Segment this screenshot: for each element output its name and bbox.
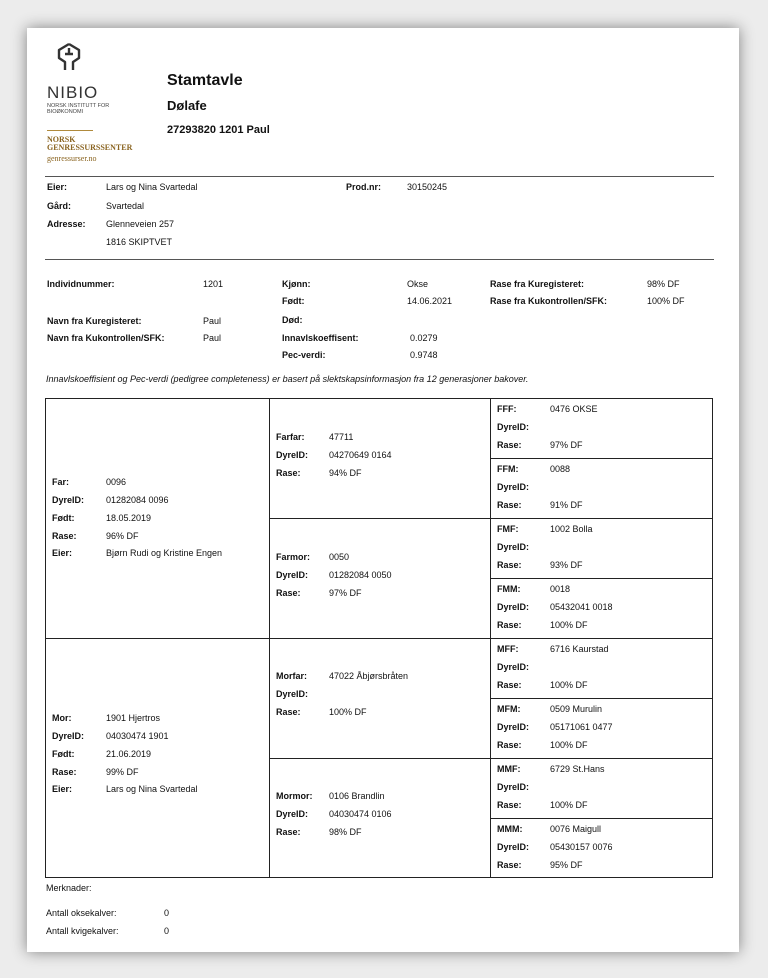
great-grandparent-cell-mmf [491, 759, 712, 818]
dam-breed: 99% DF [106, 767, 139, 777]
name-sfk-label: Navn fra Kukontrollen/SFK: [47, 333, 165, 343]
maternal-grandsire-cell [270, 639, 490, 758]
fmm-name-label: FMM: [497, 584, 521, 594]
sire-id: 01282084 0096 [106, 495, 169, 505]
mmf-breed-label: Rase: [497, 800, 522, 810]
mormor-name: 0106 Brandlin [329, 791, 385, 801]
mff-breed: 100% DF [550, 680, 588, 690]
paternal-grandsire-cell [270, 399, 490, 518]
sire-owner-label: Eier: [52, 548, 73, 558]
dam-id-label: DyreID: [52, 731, 85, 741]
mmm-id-label: DyreID: [497, 842, 530, 852]
bull-calves-label: Antall oksekalver: [46, 908, 117, 918]
prodnr-value: 30150245 [407, 182, 448, 192]
farmor-id: 01282084 0050 [329, 570, 392, 580]
great-grandparent-cell-mmm [491, 819, 712, 877]
fmm-breed-label: Rase: [497, 620, 522, 630]
dam-id: 04030474 1901 [106, 731, 169, 741]
sire-breed-label: Rase: [52, 531, 77, 541]
fff-breed-label: Rase: [497, 440, 522, 450]
dam-born-label: Født: [52, 749, 75, 759]
fff-name: 0476 OKSE [550, 404, 598, 414]
breed-sfk-label: Rase fra Kukontrollen/SFK: [490, 296, 608, 306]
inbreeding-value: 0.0279 [410, 333, 438, 343]
born-label: Født: [282, 296, 305, 306]
sire-owner: Bjørn Rudi og Kristine Engen [106, 548, 223, 558]
mmf-id-label: DyreID: [497, 782, 530, 792]
mmf-breed: 100% DF [550, 800, 588, 810]
logo-subtitle: NORSK INSTITUTT FOR BIOØKONOMI [47, 103, 110, 115]
dam-owner-label: Eier: [52, 784, 73, 794]
farmor-name: 0050 [329, 552, 350, 562]
genressurssenter-logo: NORSK GENRESSURSSENTER [47, 135, 133, 152]
fff-name-label: FFF: [497, 404, 517, 414]
fmm-id: 05432041 0018 [550, 602, 613, 612]
fmm-id-label: DyreID: [497, 602, 530, 612]
inbreeding-label: Innavlskoeffisent: [282, 333, 359, 343]
farfar-name-label: Farfar: [276, 432, 305, 442]
divider [45, 259, 714, 260]
individnummer-value: 1201 [203, 279, 224, 289]
owner-value: Lars og Nina Svartedal [106, 182, 198, 192]
pedigree-document [27, 28, 739, 952]
sire-name: 0096 [106, 477, 127, 487]
divider [45, 176, 714, 177]
mfm-breed-label: Rase: [497, 740, 522, 750]
ffm-id-label: DyreID: [497, 482, 530, 492]
dam-name: 1901 Hjertros [106, 713, 161, 723]
genressurser-url: genressurser.no [47, 154, 97, 163]
morfar-id-label: DyreID: [276, 689, 309, 699]
farmor-breed: 97% DF [329, 588, 362, 598]
paternal-granddam-cell [270, 519, 490, 638]
sire-cell [46, 399, 269, 638]
mormor-id-label: DyreID: [276, 809, 309, 819]
sex-value: Okse [407, 279, 429, 289]
mff-name-label: MFF: [497, 644, 519, 654]
logo-name: NIBIO [47, 83, 99, 102]
dam-name-label: Mor: [52, 713, 72, 723]
mfm-name: 0509 Murulin [550, 704, 603, 714]
sex-label: Kjønn: [282, 279, 311, 289]
great-grandparent-cell-fmf [491, 519, 712, 578]
mfm-breed: 100% DF [550, 740, 588, 750]
address-label: Adresse: [47, 219, 86, 229]
farm-label: Gård: [47, 201, 72, 211]
mfm-id-label: DyreID: [497, 722, 530, 732]
fmm-breed: 100% DF [550, 620, 588, 630]
mmm-breed: 95% DF [550, 860, 583, 870]
farfar-breed: 94% DF [329, 468, 362, 478]
mmm-breed-label: Rase: [497, 860, 522, 870]
bull-calves-value: 0 [164, 908, 170, 918]
ffm-name-label: FFM: [497, 464, 519, 474]
sire-born: 18.05.2019 [106, 513, 152, 523]
fmf-id-label: DyreID: [497, 542, 530, 552]
farmor-name-label: Farmor: [276, 552, 311, 562]
mmf-name-label: MMF: [497, 764, 521, 774]
farmor-id-label: DyreID: [276, 570, 309, 580]
farm-value: Svartedal [106, 201, 145, 211]
pec-value: 0.9748 [410, 350, 438, 360]
farfar-id: 04270649 0164 [329, 450, 392, 460]
death-label: Død: [282, 315, 303, 325]
great-grandparent-cell-fmm [491, 579, 712, 638]
breed-sfk-value: 100% DF [647, 296, 685, 306]
fff-id-label: DyreID: [497, 422, 530, 432]
morfar-name: 47022 Åbjørsbråten [329, 671, 409, 681]
breed-registry-value: 98% DF [647, 279, 680, 289]
pedigree-note: Innavlskoeffisient og Pec-verdi (pedigree completeness) er basert på slektskapsinformasjon fra 12 generasjoner bakover. [46, 374, 529, 384]
nibio-logo-icon [55, 42, 83, 72]
ffm-breed: 91% DF [550, 500, 583, 510]
name-registry-label: Navn fra Kuregisteret: [47, 316, 142, 326]
fmm-name: 0018 [550, 584, 571, 594]
fmf-name: 1002 Bolla [550, 524, 593, 534]
animal-id-line: 27293820 1201 Paul [167, 124, 270, 136]
sire-breed: 96% DF [106, 531, 139, 541]
address-line-1: Glenneveien 257 [106, 219, 175, 229]
mormor-id: 04030474 0106 [329, 809, 392, 819]
name-registry-value: Paul [203, 316, 222, 326]
mormor-breed-label: Rase: [276, 827, 301, 837]
morfar-breed: 100% DF [329, 707, 367, 717]
owner-label: Eier: [47, 182, 68, 192]
farmor-breed-label: Rase: [276, 588, 301, 598]
address-line-2: 1816 SKIPTVET [106, 237, 173, 247]
mff-breed-label: Rase: [497, 680, 522, 690]
mfm-name-label: MFM: [497, 704, 521, 714]
ffm-name: 0088 [550, 464, 571, 474]
dam-owner: Lars og Nina Svartedal [106, 784, 198, 794]
dam-breed-label: Rase: [52, 767, 77, 777]
mmm-id: 05430157 0076 [550, 842, 613, 852]
fmf-breed-label: Rase: [497, 560, 522, 570]
dam-born: 21.06.2019 [106, 749, 152, 759]
farfar-name: 47711 [329, 432, 354, 442]
individnummer-label: Individnummer: [47, 279, 115, 289]
mff-id-label: DyreID: [497, 662, 530, 672]
breed-registry-label: Rase fra Kuregisteret: [490, 279, 585, 289]
morfar-breed-label: Rase: [276, 707, 301, 717]
remarks-label: Merknader: [46, 883, 92, 893]
mmm-name-label: MMM: [497, 824, 523, 834]
pedigree-table [45, 398, 713, 878]
great-grandparent-cell-ffm [491, 459, 712, 518]
mmf-name: 6729 St.Hans [550, 764, 605, 774]
breed-name: Dølafe [167, 98, 207, 113]
maternal-granddam-cell [270, 759, 490, 877]
dam-cell [46, 639, 269, 877]
heifer-calves-value: 0 [164, 926, 170, 936]
pec-label: Pec-verdi: [282, 350, 326, 360]
name-sfk-value: Paul [203, 333, 222, 343]
sire-name-label: Far: [52, 477, 70, 487]
heifer-calves-label: Antall kvigekalver: [46, 926, 119, 936]
mmm-name: 0076 Maigull [550, 824, 602, 834]
fff-breed: 97% DF [550, 440, 583, 450]
mfm-id: 05171061 0477 [550, 722, 613, 732]
farfar-breed-label: Rase: [276, 468, 301, 478]
sire-id-label: DyreID: [52, 495, 85, 505]
sire-born-label: Født: [52, 513, 75, 523]
mff-name: 6716 Kaurstad [550, 644, 609, 654]
page-title: Stamtavle [167, 72, 243, 89]
mormor-breed: 98% DF [329, 827, 362, 837]
mormor-name-label: Mormor: [276, 791, 313, 801]
great-grandparent-cell-mfm [491, 699, 712, 758]
farfar-id-label: DyreID: [276, 450, 309, 460]
born-value: 14.06.2021 [407, 296, 453, 306]
fmf-name-label: FMF: [497, 524, 519, 534]
prodnr-label: Prod.nr: [346, 182, 381, 192]
morfar-name-label: Morfar: [276, 671, 307, 681]
logo-divider [47, 130, 93, 131]
ffm-breed-label: Rase: [497, 500, 522, 510]
great-grandparent-cell-fff [491, 399, 712, 458]
fmf-breed: 93% DF [550, 560, 583, 570]
great-grandparent-cell-mff [491, 639, 712, 698]
